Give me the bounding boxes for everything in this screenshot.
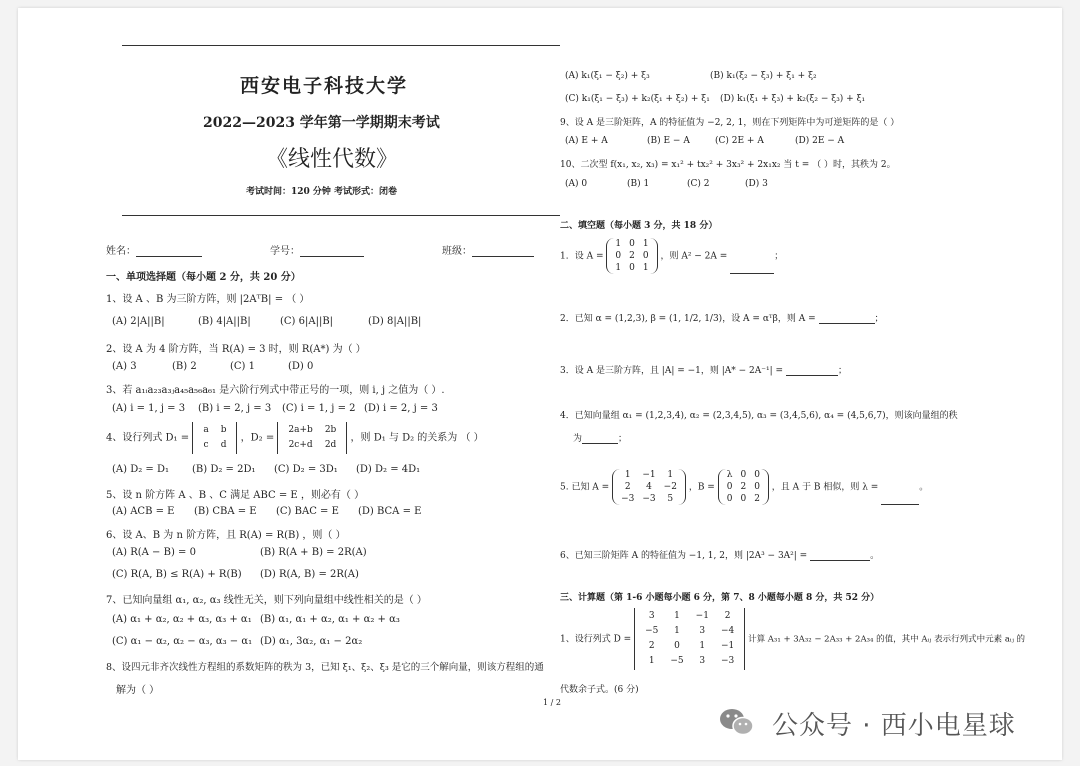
page-number: 1 / 2	[543, 698, 561, 707]
answer-blank[interactable]	[881, 494, 919, 505]
name-label: 姓名：	[106, 246, 136, 257]
q8-opt-a: (A) k₁(ξ₁ − ξ₂) + ξ₃	[565, 71, 650, 81]
fill-q5-c: ，且 A 于 B 相似，则 λ =	[771, 482, 882, 493]
q3-stem: 3、若 a₁ᵢa₂₃a₃ⱼa₄₅a₅₆a₆₁ 是六阶行列式中带正号的一项，则 i, j 之值为（ ）.	[106, 385, 445, 396]
fill-q4: 4．已知向量组 α₁ = (1,2,3,4), α₂ = (2,3,4,5), α₃ = (3,4,5,6), α₄ = (4,5,6,7)，则该向量组的秩	[560, 411, 958, 421]
mat-cell: 1	[667, 470, 674, 480]
mat-cell: 0	[726, 482, 733, 492]
id-field[interactable]	[270, 242, 364, 257]
q6-opt-b: (B) R(A + B) = 2R(A)	[260, 547, 367, 558]
q10-opt-c: (C) 2	[687, 179, 710, 189]
mat-cell: 0	[726, 494, 733, 504]
q7-opt-c: (C) α₁ − α₂, α₂ − α₃, α₃ − α₁	[112, 636, 253, 647]
q9-opt-a: (A) E + A	[565, 136, 608, 146]
d2-cell: 2c+d	[288, 440, 313, 450]
q3-opt-d: (D) i = 2, j = 3	[364, 403, 438, 414]
mat-cell: −2	[663, 482, 677, 492]
mat-cell: 2	[624, 482, 631, 492]
mat-cell: 1	[642, 263, 649, 273]
q4-stem-b: ，D₂ =	[240, 432, 275, 444]
mat-cell: 1	[642, 239, 649, 249]
fill-q1-a: 1．设 A =	[560, 251, 604, 262]
fill-q4-b: 为	[573, 434, 583, 444]
q2-opt-a: (A) 3	[112, 361, 137, 372]
calc-q1-b: 计算 A₃₁ + 3A₃₂ − 2A₃₃ + 2A₃₄ 的值，其中 Aᵢⱼ 表示行列式中元素 aᵢⱼ 的	[748, 634, 1026, 645]
q4-opt-a: (A) D₂ = D₁	[112, 464, 169, 475]
q8-stem: 8、设四元非齐次线性方程组的系数矩阵的秩为 3，已知 ξ₁、ξ₂、ξ₃ 是它的三个解向量，则该方程组的通	[106, 662, 544, 673]
fill-q2-c: ；	[874, 314, 884, 324]
calc-q1-a: 1、设行列式 D =	[560, 634, 632, 645]
d2-cell: 2b	[324, 425, 337, 435]
q4-opt-b: (B) D₂ = 2D₁	[192, 464, 256, 475]
q9-opt-d: (D) 2E − A	[795, 136, 845, 146]
mat-cell: λ	[726, 470, 733, 480]
answer-blank[interactable]	[582, 433, 618, 444]
answer-blank[interactable]	[730, 263, 774, 274]
q4-opt-c: (C) D₂ = 3D₁	[274, 464, 338, 475]
d1-cell: d	[220, 440, 227, 450]
answer-blank[interactable]	[810, 550, 870, 561]
calc-q1-det	[634, 608, 745, 670]
q2-opt-c: (C) 1	[230, 361, 255, 372]
q8-stem-cont: 解为（ ）	[116, 685, 160, 696]
section3-heading: 三、计算题（第 1-6 小题每小题 6 分，第 7、8 小题每小题 8 分，共 52 分）	[560, 593, 880, 603]
det-cell: −1	[720, 641, 735, 651]
fill-q3-a: 3．设 A 是三阶方阵，且 |A| = −1，则 |A* − 2A⁻¹| =	[560, 366, 786, 376]
d2-cell: 2d	[324, 440, 337, 450]
exam-page	[18, 8, 1062, 760]
det-cell: 3	[699, 656, 706, 666]
q6-opt-d: (D) R(A, B) = 2R(A)	[260, 569, 359, 580]
fill-q6-c: 。	[870, 551, 880, 561]
q7-opt-b: (B) α₁, α₁ + α₂, α₁ + α₂ + α₃	[260, 614, 400, 625]
det-cell: −4	[720, 626, 735, 636]
fill-q6-a: 6、已知三阶矩阵 A 的特征值为 −1, 1, 2，则 |2A³ − 3A²| =	[560, 551, 811, 561]
mat-cell: −3	[642, 494, 656, 504]
fill-q2	[560, 311, 884, 324]
q5-opt-a: (A) ACB = E	[112, 506, 175, 517]
calc-q1	[560, 608, 1025, 670]
q7-opt-a: (A) α₁ + α₂, α₂ + α₃, α₃ + α₁	[112, 614, 252, 625]
fill-q5-matrix-a	[612, 469, 686, 505]
mat-cell: 0	[629, 239, 635, 249]
d2-cell: 2a+b	[288, 425, 313, 435]
mat-cell: 0	[629, 263, 635, 273]
answer-blank[interactable]	[786, 365, 838, 376]
q8-opt-d: (D) k₁(ξ₁ + ξ₃) + k₂(ξ₂ − ξ₃) + ξ₁	[720, 94, 866, 104]
mat-cell: −3	[621, 494, 635, 504]
fill-q6	[560, 548, 879, 561]
fill-q4-cont	[573, 431, 627, 444]
q10-stem: 10、二次型 f(x₁, x₂, x₃) = x₁² + tx₂² + 3x₃² + 2x₁x₂ 当 t = （ ）时，其秩为 2。	[560, 160, 896, 170]
q6-opt-c: (C) R(A, B) ≤ R(A) + R(B)	[112, 569, 242, 580]
q8-opt-b: (B) k₁(ξ₂ − ξ₃) + ξ₁ + ξ₂	[710, 71, 817, 81]
mat-cell: 0	[740, 494, 747, 504]
q10-opt-d: (D) 3	[745, 179, 768, 189]
det-cell: −1	[695, 611, 709, 621]
mat-cell: −1	[642, 470, 656, 480]
id-label: 学号：	[270, 246, 300, 257]
det-cell: 0	[674, 641, 680, 651]
mat-cell: 0	[740, 470, 747, 480]
q1-opt-a: (A) 2|A||B|	[112, 316, 165, 327]
mat-cell: 0	[642, 251, 649, 261]
fill-q5-d: 。	[919, 482, 929, 493]
fill-q5-b: ，B =	[688, 482, 715, 493]
wechat-icon	[717, 702, 757, 742]
q2-opt-d: (D) 0	[288, 361, 314, 372]
d1-cell: c	[203, 440, 209, 450]
q1-stem: 1、设 A 、B 为三阶方阵，则 |2AᵀB| = （ ）	[106, 294, 310, 305]
det-cell: 2	[648, 641, 655, 651]
fill-q5	[560, 469, 928, 505]
calc-q1-c: 代数余子式。(6 分)	[560, 685, 639, 695]
q2-stem: 2、设 A 为 4 阶方阵，当 R(A) = 3 时，则 R(A*) 为（ ）	[106, 344, 366, 355]
mat-cell: 2	[740, 482, 747, 492]
d1-cell: a	[203, 425, 209, 435]
q6-stem: 6、设 A、B 为 n 阶方阵，且 R(A) = R(B) ，则（ ）	[106, 530, 346, 541]
q1-opt-d: (D) 8|A||B|	[368, 316, 422, 327]
header-rule	[122, 215, 560, 216]
fill-q2-a: 2．已知 α = (1,2,3), β = (1, 1/2, 1/3)，设 A = αᵀβ，则 A =	[560, 314, 819, 324]
mat-cell: 4	[646, 482, 652, 492]
det-cell: 1	[674, 626, 680, 636]
det-cell: 1	[648, 656, 655, 666]
top-rule	[122, 45, 560, 46]
det-cell: 1	[674, 611, 680, 621]
mat-cell: 0	[615, 251, 622, 261]
q9-opt-b: (B) E − A	[647, 136, 690, 146]
q4-det-d1	[192, 422, 237, 454]
mat-cell: 1	[624, 470, 631, 480]
mat-cell: 0	[754, 470, 760, 480]
q5-opt-c: (C) BAC = E	[276, 506, 339, 517]
q1-opt-c: (C) 6|A||B|	[280, 316, 334, 327]
q9-opt-c: (C) 2E + A	[715, 136, 764, 146]
mat-cell: 2	[754, 494, 760, 504]
fill-q5-a: 5. 已知 A =	[560, 482, 610, 493]
q10-opt-a: (A) 0	[565, 179, 588, 189]
q2-opt-b: (B) 2	[172, 361, 197, 372]
mat-cell: 1	[615, 239, 622, 249]
fill-q1-matrix	[606, 238, 657, 274]
fill-q3	[560, 363, 847, 376]
q3-opt-a: (A) i = 1, j = 3	[112, 403, 186, 414]
q5-opt-d: (D) BCA = E	[358, 506, 422, 517]
q4-stem	[106, 422, 484, 454]
det-cell: −5	[645, 626, 659, 636]
fill-q4-c: ；	[618, 434, 628, 444]
course-title: 《线性代数》	[266, 147, 399, 172]
section1-heading: 一、单项选择题（每小题 2 分，共 20 分）	[106, 272, 301, 283]
q7-stem: 7、已知向量组 α₁, α₂, α₃ 线性无关，则下列向量组中线性相关的是（ ）	[106, 595, 427, 606]
q4-det-d2	[277, 422, 347, 454]
section2-heading: 二、填空题（每小题 3 分，共 18 分）	[560, 221, 718, 231]
exam-info: 考试时间：120 分钟 考试形式：闭卷	[246, 187, 398, 197]
fill-q1	[560, 238, 783, 274]
q1-opt-b: (B) 4|A||B|	[198, 316, 251, 327]
q4-stem-a: 4、设行列式 D₁ =	[106, 432, 190, 444]
fill-q5-matrix-b	[718, 469, 769, 505]
answer-blank[interactable]	[819, 313, 875, 324]
watermark-text: 公众号 · 西小电星球	[772, 711, 1016, 741]
q3-opt-c: (C) i = 1, j = 2	[282, 403, 356, 414]
name-field[interactable]	[106, 242, 202, 257]
mat-cell: 1	[615, 263, 622, 273]
mat-cell: 2	[629, 251, 635, 261]
det-cell: 1	[699, 641, 706, 651]
term-title: 2022—2023 学年第一学期期末考试	[203, 115, 440, 131]
class-label: 班级：	[442, 246, 472, 257]
det-cell: 3	[699, 626, 706, 636]
q8-opt-c: (C) k₁(ξ₁ − ξ₃) + k₂(ξ₁ + ξ₂) + ξ₁	[565, 94, 710, 104]
q4-opt-d: (D) D₂ = 4D₁	[356, 464, 421, 475]
fill-q1-b: ，则 A² − 2A =	[660, 251, 731, 262]
q6-opt-a: (A) R(A − B) = 0	[112, 547, 196, 558]
det-cell: 3	[648, 611, 655, 621]
det-cell: −5	[670, 656, 684, 666]
q3-opt-b: (B) i = 2, j = 3	[198, 403, 272, 414]
q5-stem: 5、设 n 阶方阵 A 、B 、C 满足 ABC = E ，则必有（ ）	[106, 490, 365, 501]
class-field[interactable]	[442, 242, 534, 257]
fill-q1-c: ；	[774, 251, 784, 262]
det-cell: 2	[724, 611, 731, 621]
q9-stem: 9、设 A 是三阶矩阵，A 的特征值为 −2, 2, 1，则在下列矩阵中为可逆矩阵的是（ ）	[560, 118, 900, 128]
university-title: 西安电子科技大学	[240, 75, 409, 97]
det-cell: −3	[720, 656, 735, 666]
q4-stem-c: ，则 D₁ 与 D₂ 的关系为 （ ）	[350, 432, 484, 444]
mat-cell: 5	[667, 494, 674, 504]
fill-q3-c: ；	[837, 366, 847, 376]
q10-opt-b: (B) 1	[627, 179, 650, 189]
q7-opt-d: (D) α₁, 3α₂, α₁ − 2α₂	[260, 636, 363, 647]
mat-cell: 0	[754, 482, 760, 492]
q5-opt-b: (B) CBA = E	[194, 506, 257, 517]
d1-cell: b	[220, 425, 227, 435]
